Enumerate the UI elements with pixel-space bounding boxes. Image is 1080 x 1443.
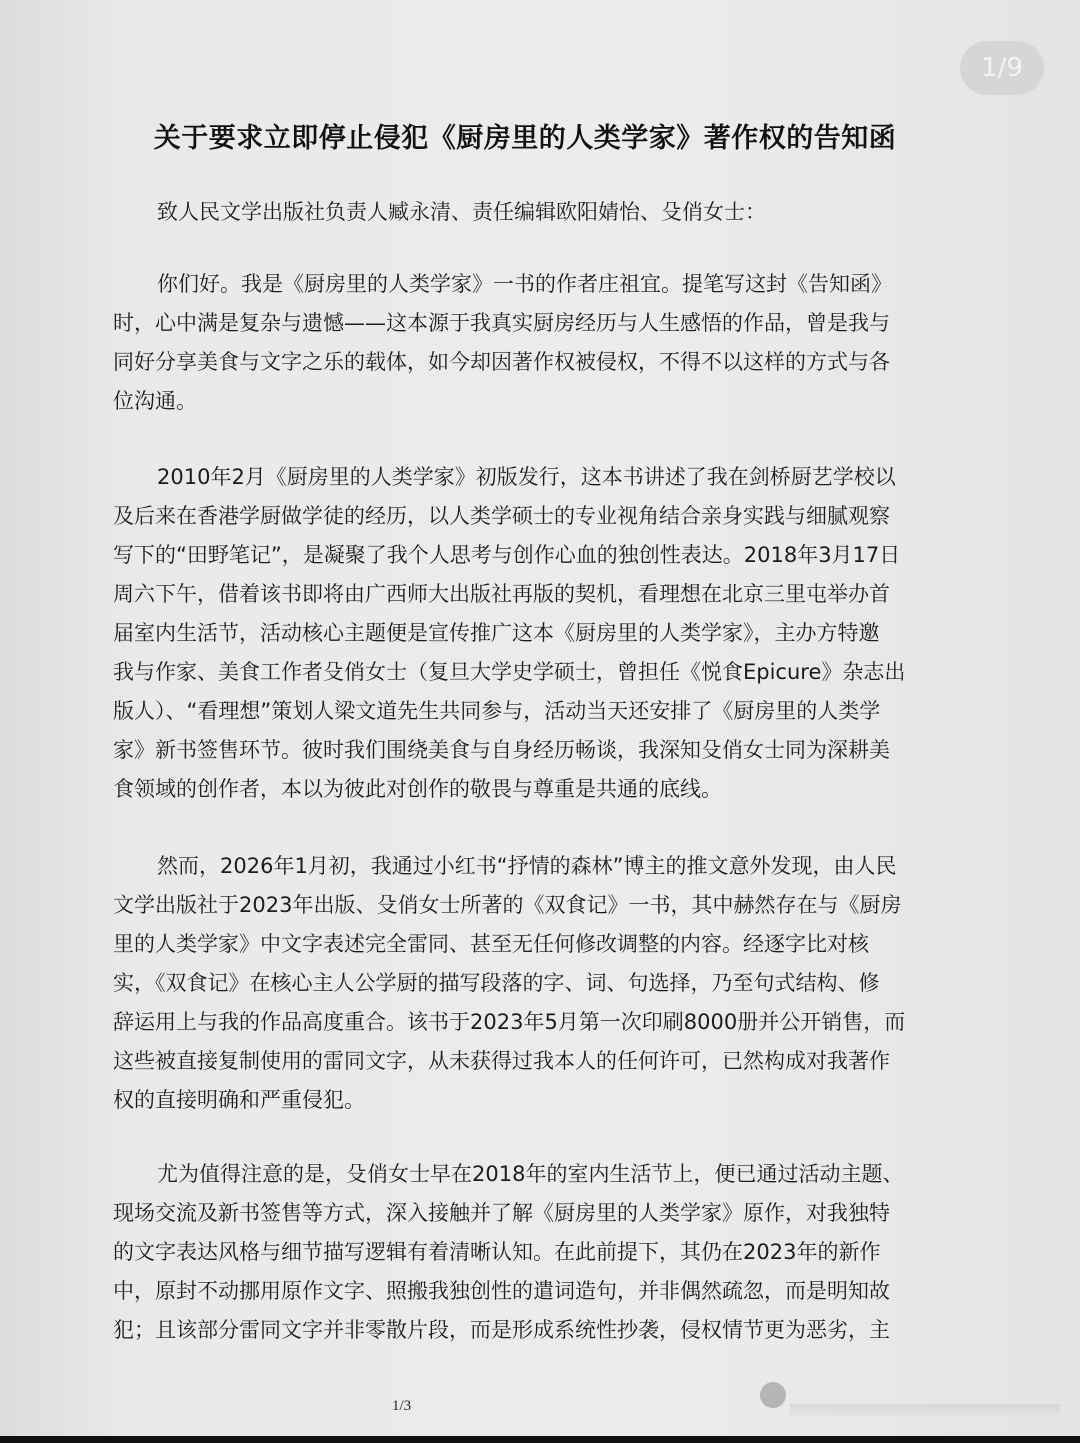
paragraph-4 xyxy=(113,1155,943,1350)
paragraph-3 xyxy=(113,847,943,1120)
paragraph-line: 犯；且该部分雷同文字并非零散片段，而是形成系统性抄袭，侵权情节更为恶劣，主 xyxy=(113,1318,890,1342)
paragraph-line: 位沟通。 xyxy=(113,389,197,413)
salutation xyxy=(113,193,943,232)
paragraph-line: 中，原封不动挪用原作文字、照搬我独创性的遣词造句，并非偶然疏忽，而是明知故 xyxy=(113,1279,890,1303)
paragraph-line: 周六下午，借着该书即将由广西师大出版社再版的契机，看理想在北京三里屯举办首 xyxy=(113,582,890,606)
paragraph-line: 版人）、“看理想”策划人梁文道先生共同参与，活动当天还安排了《厨房里的人类学 xyxy=(113,699,881,723)
paragraph-line: 家》新书签售环节。彼时我们围绕美食与自身经历畅谈，我深知殳俏女士同为深耕美 xyxy=(113,738,890,762)
paragraph-line: 里的人类学家》中文字表述完全雷同、甚至无任何修改调整的内容。经逐字比对核 xyxy=(113,932,869,956)
salutation-text: 致人民文学出版社负责人臧永清、责任编辑欧阳婧怡、殳俏女士： xyxy=(157,200,766,224)
paragraph-line: 同好分享美食与文字之乐的载体，如今却因著作权被侵权，不得不以这样的方式与各 xyxy=(113,350,890,374)
paragraph-line: 2010年2月《厨房里的人类学家》初版发行，这本书讲述了我在剑桥厨艺学校以 xyxy=(157,465,896,489)
paragraph-line: 实，《双食记》在核心主人公学厨的描写段落的字、词、句选择，乃至句式结构、修 xyxy=(113,971,880,995)
watermark xyxy=(760,1382,1060,1422)
document-title: 关于要求立即停止侵犯《厨房里的人类学家》著作权的告知函 xyxy=(153,123,897,154)
page-number: 1/3 xyxy=(392,1398,412,1414)
paragraph-line: 写下的“田野笔记”，是凝聚了我个人思考与创作心血的独创性表达。2018年3月17日 xyxy=(113,543,901,567)
page-indicator-badge: 1/9 xyxy=(960,41,1044,95)
paragraph-line: 辞运用上与我的作品高度重合。该书于2023年5月第一次印刷8000册并公开销售，而 xyxy=(113,1010,906,1034)
paragraph-line: 时，心中满是复杂与遗憾——这本源于我真实厨房经历与人生感悟的作品，曾是我与 xyxy=(113,311,890,335)
paragraph-line: 食领域的创作者，本以为彼此对创作的敬畏与尊重是共通的底线。 xyxy=(113,777,722,801)
paragraph-1 xyxy=(113,265,943,421)
bottom-edge xyxy=(0,1436,1080,1443)
paragraph-line: 届室内生活节，活动核心主题便是宣传推广这本《厨房里的人类学家》，主办方特邀 xyxy=(113,621,880,645)
paragraph-2 xyxy=(113,458,943,809)
paragraph-line: 的文字表达风格与细节描写逻辑有着清晰认知。在此前提下，其仍在2023年的新作 xyxy=(113,1240,881,1264)
paragraph-line: 这些被直接复制使用的雷同文字，从未获得过我本人的任何许可，已然构成对我著作 xyxy=(113,1049,890,1073)
watermark-logo-icon xyxy=(760,1382,786,1408)
paragraph-line: 尤为值得注意的是，殳俏女士早在2018年的室内生活节上，便已通过活动主题、 xyxy=(157,1162,904,1186)
watermark-bar xyxy=(790,1404,1060,1416)
paragraph-line: 及后来在香港学厨做学徒的经历，以人类学硕士的专业视角结合亲身实践与细腻观察 xyxy=(113,504,890,528)
paragraph-line: 权的直接明确和严重侵犯。 xyxy=(113,1088,365,1112)
paragraph-line: 我与作家、美食工作者殳俏女士（复旦大学史学硕士，曾担任《悦食Epicure》杂志出 xyxy=(113,660,906,684)
paragraph-line: 你们好。我是《厨房里的人类学家》一书的作者庄祖宜。提笔写这封《告知函》 xyxy=(157,272,892,296)
paragraph-line: 文学出版社于2023年出版、殳俏女士所著的《双食记》一书，其中赫然存在与《厨房 xyxy=(113,893,902,917)
paragraph-line: 然而，2026年1月初，我通过小红书“抒情的森林”博主的推文意外发现，由人民 xyxy=(157,854,897,878)
paragraph-line: 现场交流及新书签售等方式，深入接触并了解《厨房里的人类学家》原作，对我独特 xyxy=(113,1201,890,1225)
